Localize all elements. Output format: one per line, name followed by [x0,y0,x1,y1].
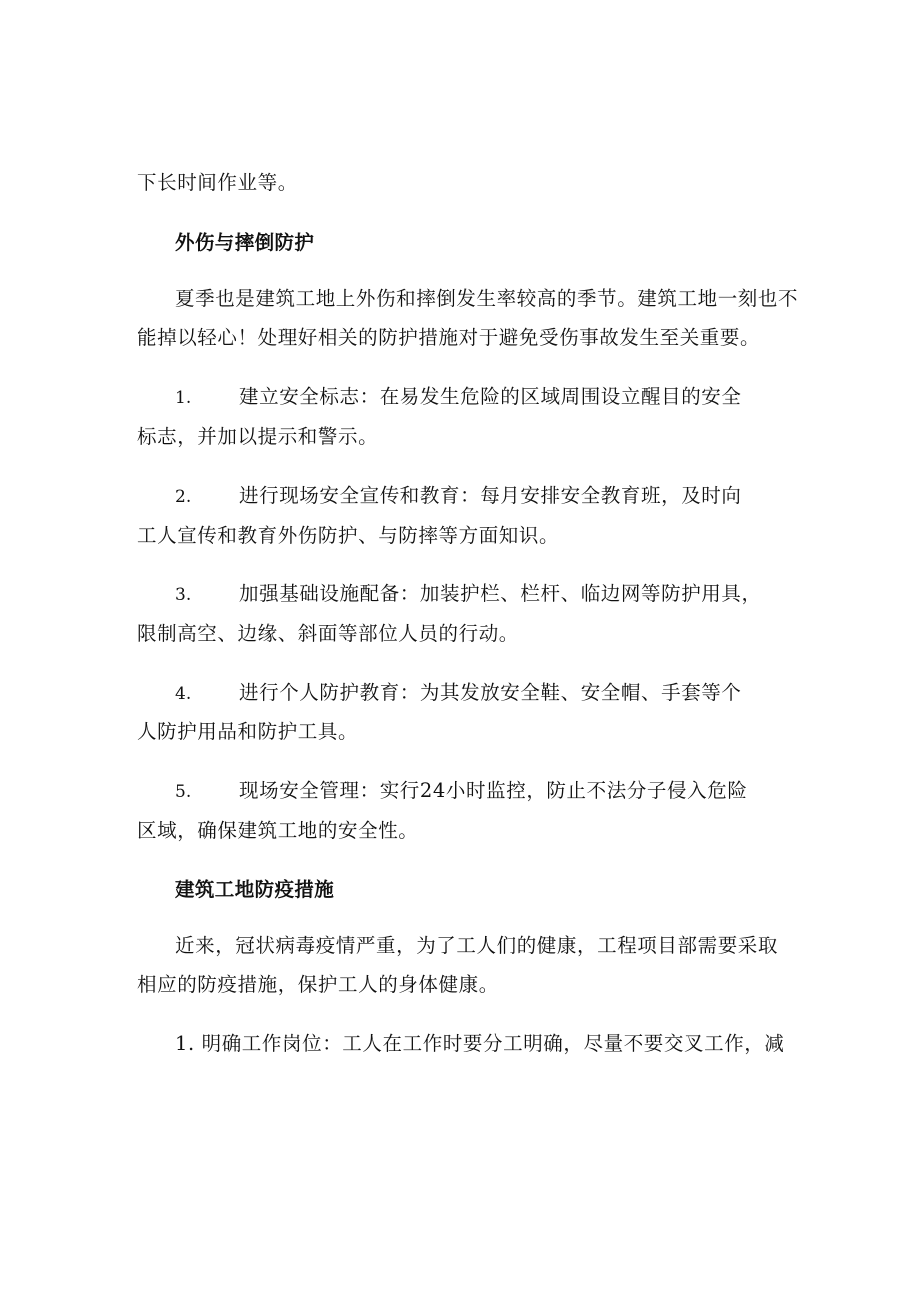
list-item-number: 4. [175,684,192,704]
list-item-text: 进行现场安全宣传和教育：每月安排安全教育班，及时向 [239,484,742,507]
section-heading-epidemic: 建筑工地防疫措施 [175,878,335,901]
paragraph-line: 近来，冠状病毒疫情严重，为了工人们的健康，工程项目部需要采取 [175,934,779,957]
list-item-text: 工人宣传和教育外伤防护、与防摔等方面知识。 [137,524,560,547]
list-item-text: 区域，确保建筑工地的安全性。 [137,819,419,842]
list-item-number: 5. [175,782,192,802]
list-item-text: 现场安全管理：实行24小时监控，防止不法分子侵入危险 [239,779,748,802]
paragraph-line: 夏季也是建筑工地上外伤和摔倒发生率较高的季节。建筑工地一刻也不 [175,287,799,310]
list-item-number: 2. [175,487,192,507]
paragraph-line: 相应的防疫措施，保护工人的身体健康。 [137,973,499,996]
list-item-number: 3. [175,585,192,605]
continuation-text: 下长时间作业等。 [137,171,298,194]
list-item-text: 进行个人防护教育：为其发放安全鞋、安全帽、手套等个 [239,681,742,704]
list-item-text: 人防护用品和防护工具。 [137,720,359,743]
paragraph-line: 能掉以轻心！处理好相关的防护措施对于避免受伤事故发生至关重要。 [137,326,761,349]
list-item-text: 建立安全标志：在易发生危险的区域周围设立醒目的安全 [239,385,742,408]
section-heading-injury: 外伤与摔倒防护 [175,231,315,254]
list-item-text: 标志，并加以提示和警示。 [137,425,379,448]
list-item-text: 加强基础设施配备：加装护栏、栏杆、临边网等防护用具， [239,582,762,605]
list-item-number: 1. [175,388,192,408]
list-item-text: 限制高空、边缘、斜面等部位人员的行动。 [137,622,519,645]
list-item-text: 1. 明确工作岗位：工人在工作时要分工明确，尽量不要交叉工作，减 [175,1032,785,1055]
